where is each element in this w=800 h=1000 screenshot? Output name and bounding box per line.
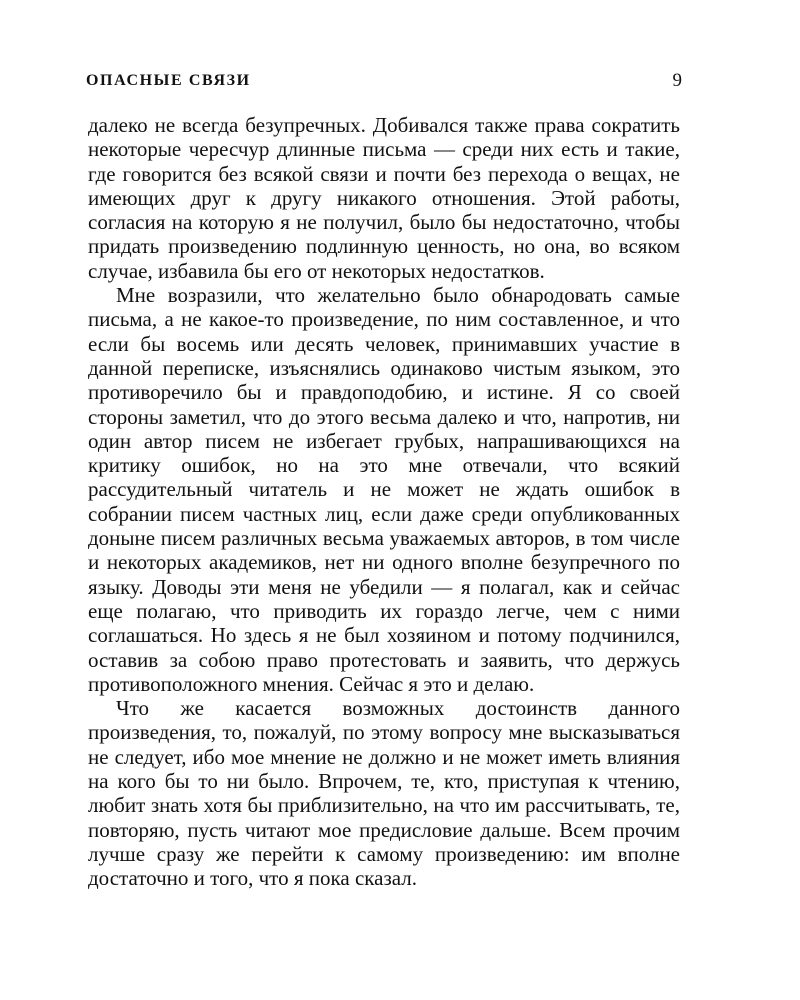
body-text [88, 113, 680, 891]
paragraph: Что же касается возможных достоинств данного произведения, то, пожалуй, по этому вопросу мне высказываться не следует, ибо мое мнение не должно и не может иметь влияния на кого бы то ни было. Впрочем, те, кто, приступая к чтению, любит знать хотя бы приблизительно, на что им рассчитывать, те, повторяю, пусть читают мое предисловие дальше. Всем прочим лучше сразу же перейти к самому произведению: им вполне достаточно и того, что я пока сказал. [88, 696, 680, 891]
paragraph: Мне возразили, что желательно было обнародовать самые письма, а не какое-то произведение, по ним составленное, и что если бы восемь или десять человек, принимавших участие в данной переписке, изъяснялись одинаково чистым языком, это противоречило бы и правдоподобию, и истине. Я со своей стороны заметил, что до этого весьма далеко и что, напротив, ни один автор писем не избегает грубых, напрашивающихся на критику ошибок, но на это мне отвечали, что всякий рассудительный читатель и не может не ждать ошибок в собрании писем частных лиц, если даже среди опубликованных доныне писем различных весьма уважаемых авторов, в том числе и некоторых академиков, нет ни одного вполне безупречного по языку. Доводы эти меня не убедили — я полагал, как и сейчас еще полагаю, что приводить их гораздо легче, чем с ними соглашаться. Но здесь я не был хозяином и потому подчинился, оставив за собою право протестовать и заявить, что держусь противоположного мнения. Сейчас я это и делаю. [88, 283, 680, 696]
paragraph-continued: далеко не всегда безупречных. Добивался также права сократить некоторые чересчур длинные письма — среди них есть и такие, где говорится без всякой связи и почти без перехода о вещах, не имеющих друг к другу никакого отношения. Этой работы, согласия на которую я не получил, было бы недостаточно, чтобы придать произведению подлинную ценность, но она, во всяком случае, избавила бы его от некоторых недостатков. [88, 113, 680, 283]
running-head [86, 72, 682, 96]
running-title: ОПАСНЫЕ СВЯЗИ [86, 72, 251, 89]
page-number: 9 [672, 70, 682, 91]
